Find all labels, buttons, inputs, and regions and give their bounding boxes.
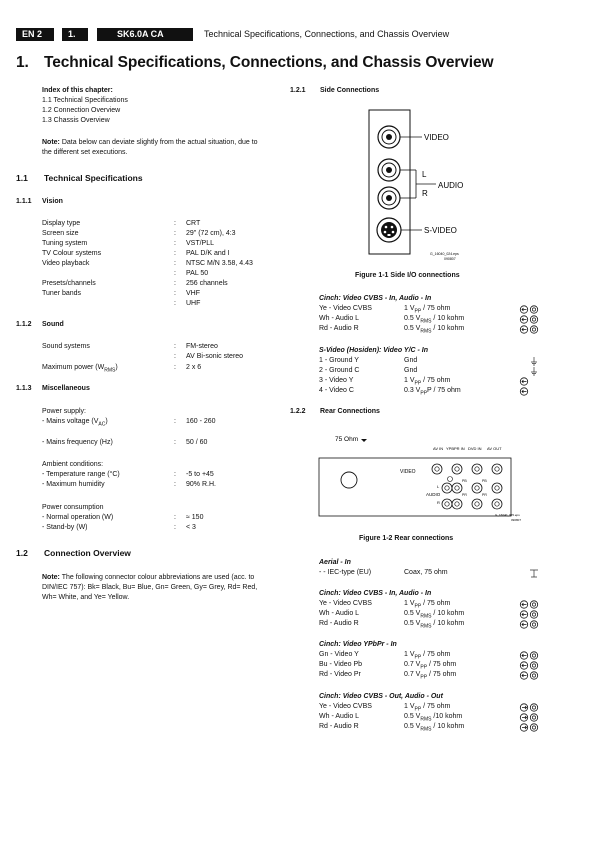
- table-row: [319, 356, 539, 366]
- connector-pin: Wh - Audio L: [319, 315, 360, 322]
- spec-key: - Normal operation (W): [42, 514, 114, 521]
- subsection-number: 1.1.3: [16, 385, 32, 392]
- jack-in-icon: [519, 671, 539, 684]
- rear-audio-label: AUDIO: [426, 492, 441, 497]
- figure-1-1-caption: Figure 1-1 Side I/O connections: [355, 272, 460, 279]
- spec-value: ≈ 150: [186, 514, 204, 521]
- rear-pr-label: PR: [462, 493, 467, 497]
- rear-ohm-label: 75 Ohm: [335, 436, 359, 443]
- spec-key-sub: AC: [98, 421, 106, 428]
- table-row: [319, 324, 539, 334]
- spec-subscript: PP: [414, 706, 422, 713]
- spec-impedance: / 10 kohm: [431, 723, 465, 730]
- rear-jack-icon: [472, 464, 482, 474]
- spec-value: PAL 50: [186, 270, 209, 277]
- connector-spec: [404, 356, 417, 366]
- spec-key: Tuning system: [42, 240, 88, 247]
- table-row: [319, 650, 539, 660]
- connector-pin: - - IEC-type (EU): [319, 569, 372, 576]
- spec-impedance: / 75 ohm: [421, 305, 451, 312]
- connector-pin: Ye - Video CVBS: [319, 600, 372, 607]
- connector-spec: [404, 366, 417, 376]
- spec-key-max-power: [42, 363, 118, 375]
- spec-value: 0.5 V: [404, 723, 421, 730]
- rear-jack-icon: [472, 499, 482, 509]
- connector-pin: 4 - Video C: [319, 387, 354, 394]
- spec-subscript: PP: [420, 390, 428, 397]
- connector-pin: Bu - Video Pb: [319, 661, 363, 668]
- spec-key-end: ): [115, 364, 118, 371]
- spec-impedance: / 75 ohm: [421, 600, 451, 607]
- spec-colon: :: [174, 514, 176, 521]
- side-connections-figure: [360, 100, 530, 265]
- index-item: 1.1 Technical Specifications: [42, 97, 128, 104]
- model-name: SK6.0A CA: [117, 29, 164, 39]
- spec-value: 1 V: [404, 600, 415, 607]
- spec-subscript: RMS: [420, 328, 432, 335]
- table-row: [319, 619, 539, 629]
- table-row: [319, 712, 539, 722]
- spec-colon: :: [174, 260, 176, 267]
- rear-video-label: VIDEO: [400, 469, 416, 475]
- note-text: Data below can deviate slightly from the actual situation, due to the different set executions.: [42, 139, 258, 156]
- jack-in-icon: [519, 620, 539, 633]
- connector-spec: [404, 619, 464, 631]
- ypbpr-title: Cinch: Video YPbPr - In: [319, 641, 397, 648]
- connector-pin: Rd - Audio R: [319, 620, 359, 627]
- rear-jack-icon: [452, 464, 462, 474]
- av-in-label: AV IN: [433, 446, 444, 451]
- table-row: [319, 660, 539, 670]
- rear-jack-icon: [472, 483, 482, 493]
- spec-key: - Mains voltage (V: [42, 418, 99, 425]
- spec-colon: :: [174, 353, 176, 360]
- rear-jack-icon: [442, 483, 452, 493]
- spec-impedance: / 10 kohm: [431, 620, 465, 627]
- spec-value: PAL D/K and I: [186, 250, 230, 257]
- spec-group-label: Power supply:: [42, 408, 86, 415]
- spec-key: - Mains frequency (Hz): [42, 439, 113, 446]
- rear-figure-date: 090807: [511, 518, 522, 522]
- spec-impedance: / 75 ohm: [421, 703, 451, 710]
- spec-value: 1 V: [404, 703, 415, 710]
- page-label: EN 2: [22, 29, 43, 39]
- side-audio-label: AUDIO: [438, 181, 464, 190]
- connector-spec: [404, 722, 464, 734]
- rear-jack-icon: [492, 464, 502, 474]
- spec-subscript: PP: [414, 308, 422, 315]
- connector-spec: [404, 386, 461, 398]
- spec-value: 0.7 V: [404, 671, 421, 678]
- spec-value: 2 x 6: [186, 364, 202, 371]
- spec-key-end: ): [105, 418, 108, 425]
- spec-value: CRT: [186, 220, 201, 227]
- table-row: [319, 599, 539, 609]
- spec-value: VST/PLL: [186, 240, 215, 247]
- spec-value: 0.5 V: [404, 713, 421, 720]
- spec-key: - Stand-by (W): [42, 524, 88, 531]
- spec-colon: :: [174, 439, 176, 446]
- spec-value: 1 V: [404, 305, 415, 312]
- spec-key: Tuner bands: [42, 290, 82, 297]
- page-title-number: 1.: [16, 54, 29, 71]
- side-video-label: VIDEO: [424, 133, 449, 142]
- section-number: 1.2: [16, 548, 28, 558]
- spec-value: 1 V: [404, 377, 415, 384]
- spec-value: 0.5 V: [404, 620, 421, 627]
- spec-impedance: P / 75 ohm: [427, 387, 461, 394]
- connector-spec: [404, 324, 464, 336]
- spec-subscript: RMS: [420, 318, 432, 325]
- arrow-down-icon: [361, 439, 367, 442]
- spec-subscript: PP: [420, 674, 428, 681]
- spec-value: 160 - 260: [186, 418, 216, 425]
- connector-pin: Ye - Video CVBS: [319, 305, 372, 312]
- spec-impedance: / 10 kohm: [431, 325, 465, 332]
- spec-colon: :: [174, 230, 176, 237]
- index-item: 1.2 Connection Overview: [42, 107, 121, 114]
- rear-jack-icon: [452, 483, 462, 493]
- spec-value: -5 to +45: [186, 471, 214, 478]
- spec-value: 1 V: [404, 651, 415, 658]
- spec-value: 0.5 V: [404, 325, 421, 332]
- connector-pin: Ye - Video CVBS: [319, 703, 372, 710]
- subsection-number: 1.1.2: [16, 321, 32, 328]
- section-label: Connection Overview: [44, 548, 131, 558]
- note-label: Note:: [42, 139, 60, 146]
- spec-impedance: / 75 ohm: [421, 377, 451, 384]
- spec-key-mains-voltage: [42, 417, 108, 429]
- rear-connections-figure: [315, 430, 535, 530]
- dvd-in-label: DVD IN: [468, 446, 482, 451]
- spec-subscript: PP: [414, 654, 422, 661]
- rear-figure-ref: G_16040_025.eps: [495, 513, 520, 517]
- spec-subscript: PP: [414, 380, 422, 387]
- spec-colon: :: [174, 471, 176, 478]
- subsection-label: Sound: [42, 321, 64, 328]
- subsection-label: Vision: [42, 198, 63, 205]
- table-row: [319, 609, 539, 619]
- spec-subscript: RMS: [420, 613, 432, 620]
- rear-pb-label-2: PB: [482, 479, 487, 483]
- spec-impedance: /10 kohm: [431, 713, 463, 720]
- table-row: [319, 722, 539, 732]
- table-row: [319, 568, 539, 578]
- note-text: The following connector colour abbreviations are used (acc. to DIN/IEC 757): Bk= Black, Bu= Blue, Gn= Green, Gy= Grey, Rd= Red, Wh= White, and Ye= Yellow.: [42, 574, 258, 601]
- spec-impedance: / 75 ohm: [427, 661, 457, 668]
- spec-group-label: Power consumption: [42, 504, 104, 511]
- subsection-label: Miscellaneous: [42, 385, 90, 392]
- table-row: [319, 376, 539, 386]
- rear-small-jack-icon: [448, 477, 453, 482]
- aerial-title: Aerial - In: [319, 559, 351, 566]
- rear-jack-grid: [432, 464, 502, 509]
- section-label: Technical Specifications: [44, 173, 143, 183]
- spec-key: Screen size: [42, 230, 79, 237]
- spec-colon: :: [174, 270, 176, 277]
- spec-value: 29" (72 cm), 4:3: [186, 230, 236, 237]
- rear-jack-icon: [492, 483, 502, 493]
- table-row: [319, 386, 539, 396]
- running-title: Technical Specifications, Connections, and Chassis Overview: [204, 29, 450, 39]
- spec-value: < 3: [186, 524, 196, 531]
- spec-subscript: RMS: [420, 716, 432, 723]
- spec-value: AV Bi-sonic stereo: [186, 353, 244, 360]
- note-colour-abbreviations: [42, 573, 264, 603]
- spec-colon: :: [174, 290, 176, 297]
- note-label: Note:: [42, 574, 60, 581]
- table-row: [319, 702, 539, 712]
- connector-pin: 3 - Video Y: [319, 377, 354, 384]
- video-jack-icon: [378, 126, 400, 148]
- spec-colon: :: [174, 481, 176, 488]
- spec-key-sub: RMS: [104, 367, 116, 374]
- spec-key: - Maximum humidity: [42, 481, 105, 488]
- spec-colon: :: [174, 343, 176, 350]
- index-heading: Index of this chapter:: [42, 87, 113, 94]
- svideo-in-icon: [519, 387, 539, 400]
- figure-1-2-caption: Figure 1-2 Rear connections: [359, 535, 454, 542]
- rear-r-label: R: [437, 500, 440, 505]
- spec-value: Coax, 75 ohm: [404, 569, 448, 576]
- spec-group-label: Ambient conditions:: [42, 461, 104, 468]
- spec-value: 0.5 V: [404, 610, 421, 617]
- spec-impedance: / 10 kohm: [431, 610, 465, 617]
- spec-subscript: PP: [420, 664, 428, 671]
- spec-key: Display type: [42, 220, 81, 227]
- audio-l-jack-icon: [378, 159, 400, 181]
- aerial-socket-icon: [341, 472, 357, 488]
- spec-value: Gnd: [404, 357, 418, 364]
- rear-l-label: L: [437, 484, 440, 489]
- spec-value: Gnd: [404, 367, 418, 374]
- side-figure-date: 090807: [444, 257, 456, 261]
- side-l-label: L: [422, 170, 427, 179]
- spec-colon: :: [174, 240, 176, 247]
- chapter-number: 1.: [68, 29, 76, 39]
- spec-impedance: / 75 ohm: [421, 651, 451, 658]
- table-row: [319, 314, 539, 324]
- subsection-number: 1.1.1: [16, 198, 32, 205]
- spec-value: VHF: [186, 290, 200, 297]
- cinch-rear-title: Cinch: Video CVBS - In, Audio - In: [319, 590, 432, 597]
- spec-value: 256 channels: [186, 280, 228, 287]
- cinch-out-title: Cinch: Video CVBS - Out, Audio - Out: [319, 693, 443, 700]
- table-row: [319, 670, 539, 680]
- chapter-box: [62, 28, 88, 41]
- antenna-icon: [529, 569, 539, 582]
- spec-value: NTSC M/N 3.58, 4.43: [186, 260, 253, 267]
- connector-pin: Rd - Video Pr: [319, 671, 361, 678]
- rear-jack-icon: [442, 499, 452, 509]
- spec-colon: :: [174, 300, 176, 307]
- rear-pr-label-2: PR: [482, 493, 487, 497]
- spec-colon: :: [174, 524, 176, 531]
- spec-value: 50 / 60: [186, 439, 208, 446]
- connector-pin: Rd - Audio R: [319, 325, 359, 332]
- spec-value: 0.3 V: [404, 387, 421, 394]
- spec-subscript: RMS: [420, 726, 432, 733]
- spec-colon: :: [174, 418, 176, 425]
- audio-r-jack-icon: [378, 187, 400, 209]
- spec-value: 0.5 V: [404, 315, 421, 322]
- s-video-jack-icon: [377, 218, 401, 242]
- note-data-deviation: [42, 138, 264, 158]
- cinch-side-title: Cinch: Video CVBS - In, Audio - In: [319, 295, 432, 302]
- spec-value: UHF: [186, 300, 201, 307]
- jack-out-icon: [519, 723, 539, 736]
- section-number: 1.1: [16, 173, 28, 183]
- spec-impedance: / 10 kohm: [431, 315, 465, 322]
- av-out-label: AV OUT: [487, 446, 502, 451]
- spec-value: FM-stereo: [186, 343, 218, 350]
- subsection-number: 1.2.1: [290, 87, 306, 94]
- spec-key: TV Colour systems: [42, 250, 102, 257]
- rear-jack-icon: [452, 499, 462, 509]
- side-svideo-label: S-VIDEO: [424, 226, 457, 235]
- ypbpr-in-label: YPBPR IN: [446, 446, 465, 451]
- rear-jack-icon: [492, 499, 502, 509]
- spec-colon: :: [174, 364, 176, 371]
- spec-colon: :: [174, 280, 176, 287]
- spec-key: Maximum power (W: [42, 364, 105, 371]
- connector-pin: Wh - Audio L: [319, 610, 360, 617]
- spec-key: Presets/channels: [42, 280, 96, 287]
- spec-colon: :: [174, 220, 176, 227]
- page-title: [16, 54, 493, 72]
- subsection-number: 1.2.2: [290, 408, 306, 415]
- jack-in-icon: [519, 325, 539, 338]
- connector-pin: 2 - Ground C: [319, 367, 360, 374]
- side-r-label: R: [422, 189, 428, 198]
- spec-subscript: RMS: [420, 623, 432, 630]
- spec-value: 90% R.H.: [186, 481, 216, 488]
- table-row: [319, 366, 539, 376]
- connector-pin: Rd - Audio R: [319, 723, 359, 730]
- rear-jack-icon: [432, 464, 442, 474]
- connector-pin: Wh - Audio L: [319, 713, 360, 720]
- side-figure-ref: G_16040_024.eps: [430, 252, 459, 256]
- spec-subscript: PP: [414, 603, 422, 610]
- spec-impedance: / 75 ohm: [427, 671, 457, 678]
- table-row: [319, 304, 539, 314]
- model-box: [97, 28, 193, 41]
- spec-colon: :: [174, 250, 176, 257]
- connector-pin: Gn - Video Y: [319, 651, 359, 658]
- connector-pin: 1 - Ground Y: [319, 357, 359, 364]
- subsection-label: Side Connections: [320, 87, 380, 94]
- subsection-label: Rear Connections: [320, 408, 380, 415]
- spec-key: Sound systems: [42, 343, 90, 350]
- page-label-box: [16, 28, 54, 41]
- spec-key: - Temperature range (°C): [42, 471, 120, 478]
- index-item: 1.3 Chassis Overview: [42, 117, 110, 124]
- svideo-title: S-Video (Hosiden): Video Y/C - In: [319, 347, 429, 354]
- spec-value: 0.7 V: [404, 661, 421, 668]
- rear-pb-label: PB: [462, 479, 467, 483]
- connector-spec: [404, 670, 456, 682]
- spec-key: Video playback: [42, 260, 90, 267]
- page-title-text: Technical Specifications, Connections, and Chassis Overview: [44, 54, 494, 71]
- connector-spec: [404, 568, 448, 578]
